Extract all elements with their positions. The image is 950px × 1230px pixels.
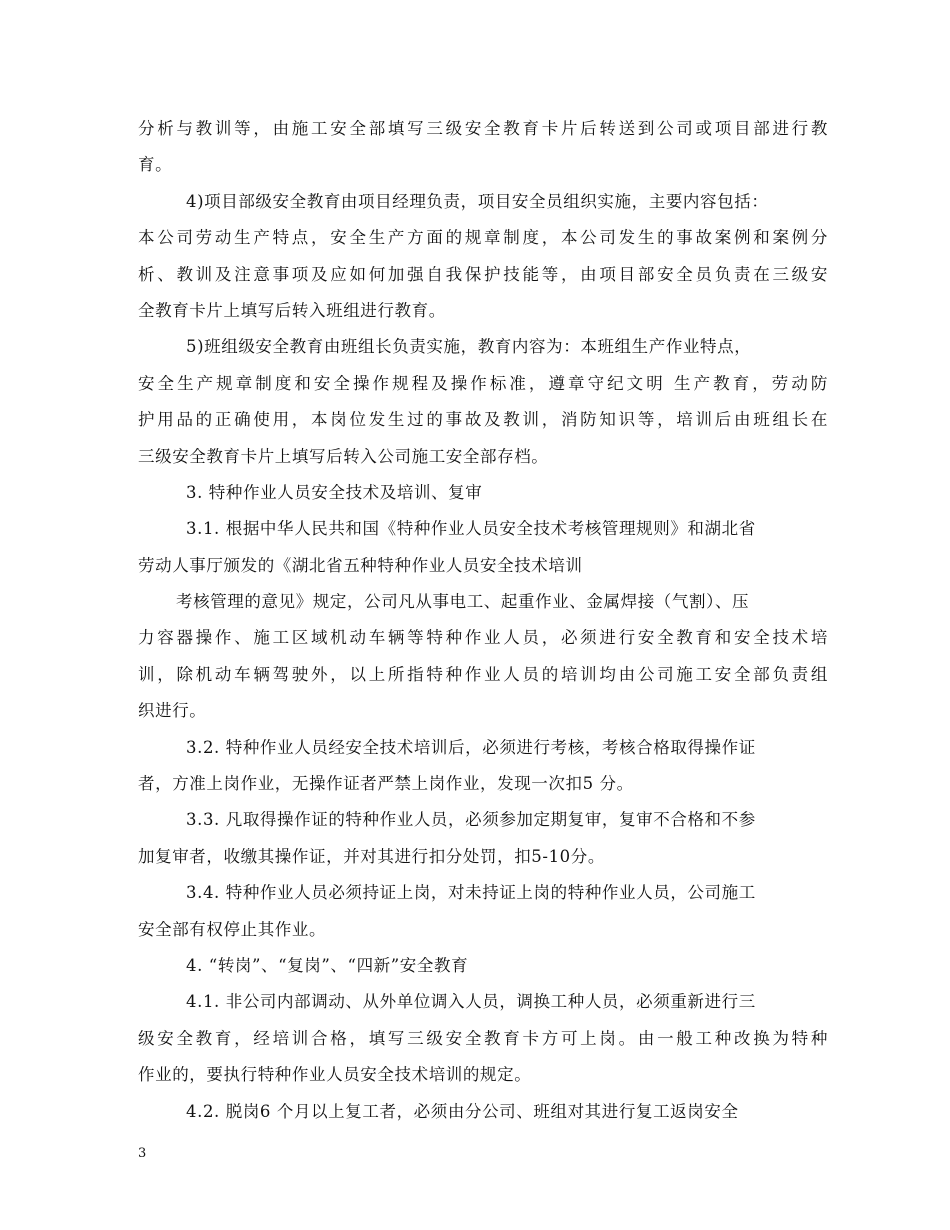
- paragraph-line: 作业的，要执行特种作业人员安全技术培训的规定。: [138, 1065, 532, 1085]
- paragraph-line: 织进行。: [138, 701, 207, 721]
- paragraph-line: 4)项目部级安全教育由项目经理负责，项目安全员组织实施，主要内容包括：: [186, 191, 769, 211]
- paragraph-line: 护用品的正确使用，本岗位发生过的事故及教训，消防知识等，培训后由班组长在: [138, 410, 828, 430]
- paragraph-line: 3.2. 特种作业人员经安全技术培训后，必须进行考核，考核合格取得操作证: [186, 737, 756, 757]
- paragraph-line: 4.2. 脱岗6 个月以上复工者，必须由分公司、班组对其进行复工返岗安全: [186, 1101, 739, 1121]
- paragraph-line: 安全部有权停止其作业。: [138, 919, 327, 939]
- paragraph-line: 者，方准上岗作业，无操作证者严禁上岗作业，发现一次扣5 分。: [138, 774, 634, 794]
- paragraph-line: 级安全教育，经培训合格，填写三级安全教育卡方可上岗。由一般工种改换为特种: [138, 1028, 828, 1048]
- paragraph-line: 三级安全教育卡片上填写后转入公司施工安全部存档。: [138, 446, 549, 466]
- section-heading: 3. 特种作业人员安全技术及培训、复审: [186, 482, 483, 502]
- paragraph-line: 本公司劳动生产特点，安全生产方面的规章制度，本公司发生的事故案例和案例分: [138, 228, 828, 248]
- paragraph-line: 5)班组级安全教育由班组长负责实施，教育内容为：本班组生产作业特点，: [186, 337, 752, 357]
- paragraph-line: 育。: [138, 155, 173, 175]
- paragraph-line: 考核管理的意见》规定，公司凡从事电工、起重作业、金属焊接（气割）、压: [176, 592, 750, 612]
- paragraph-line: 3.1. 根据中华人民共和国《特种作业人员安全技术考核管理规则》和湖北省: [186, 519, 756, 539]
- paragraph-line: 训，除机动车辆驾驶外，以上所指特种作业人员的培训均由公司施工安全部负责组: [138, 664, 828, 684]
- paragraph-line: 4.1. 非公司内部调动、从外单位调入人员，调换工种人员，必须重新进行三: [186, 992, 756, 1012]
- paragraph-line: 劳动人事厅颁发的《湖北省五种特种作业人员安全技术培训: [138, 555, 583, 575]
- document-body: [138, 111, 828, 1130]
- paragraph-line: 分析与教训等，由施工安全部填写三级安全教育卡片后转送到公司或项目部进行教: [138, 119, 828, 138]
- paragraph-line: 全教育卡片上填写后转入班组进行教育。: [138, 300, 446, 320]
- paragraph-line: 3.3. 凡取得操作证的特种作业人员，必须参加定期复审，复审不合格和不参: [186, 810, 756, 830]
- paragraph-line: 加复审者，收缴其操作证，并对其进行扣分处罚，扣5-10分。: [138, 846, 605, 866]
- section-heading: 4. “转岗”、“复岗”、“四新”安全教育: [186, 955, 469, 975]
- paragraph-line: 力容器操作、施工区域机动车辆等特种作业人员，必须进行安全教育和安全技术培: [138, 628, 828, 648]
- paragraph-line: 3.4. 特种作业人员必须持证上岗，对未持证上岗的特种作业人员，公司施工: [186, 883, 756, 903]
- paragraph-line: 安全生产规章制度和安全操作规程及操作标准，遵章守纪文明 生产教育，劳动防: [138, 373, 828, 393]
- page-number: 3: [138, 1146, 147, 1161]
- paragraph-line: 析、教训及注意事项及应如何加强自我保护技能等，由项目部安全员负责在三级安: [138, 264, 828, 284]
